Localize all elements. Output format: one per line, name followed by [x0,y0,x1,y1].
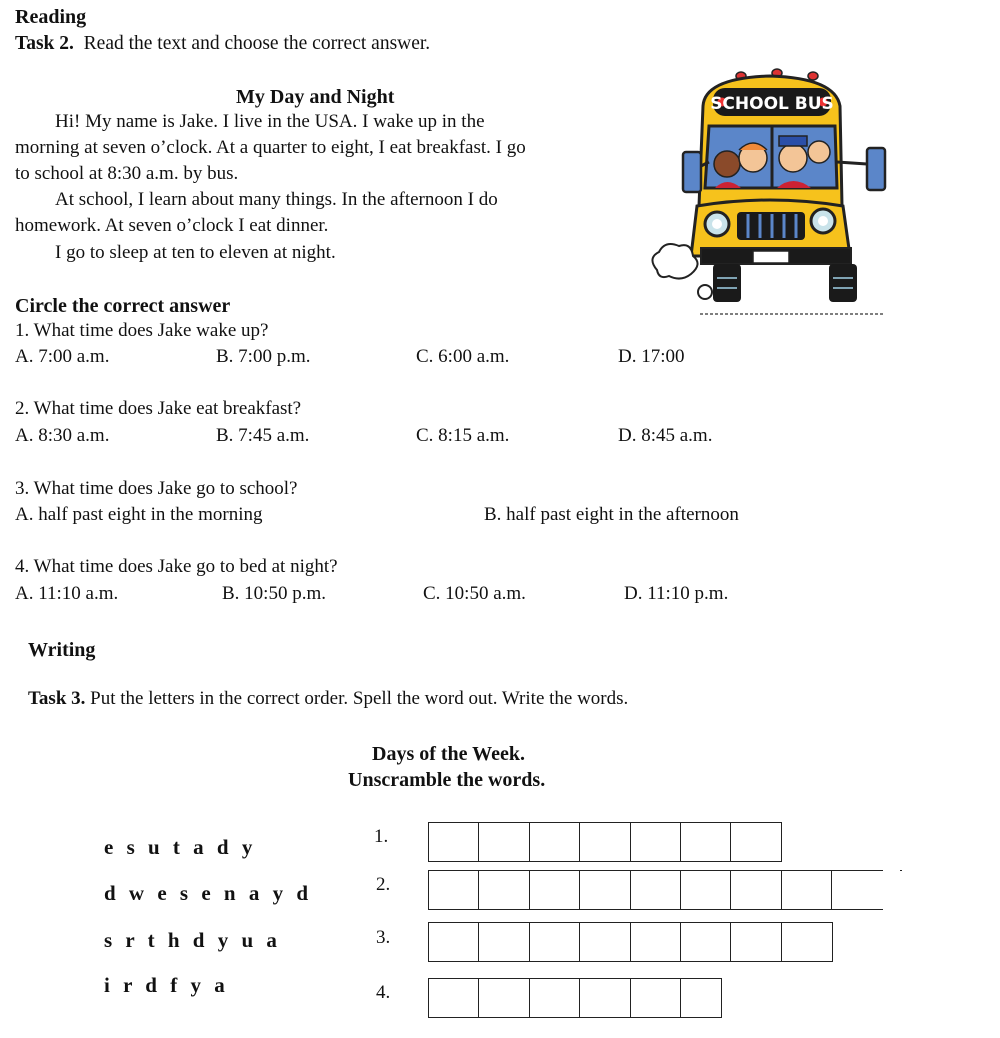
letter-box[interactable] [630,870,682,910]
writing-section-title: Writing [28,639,96,661]
q4-option-b[interactable]: B. 10:50 p.m. [222,583,326,604]
story-line-1: Hi! My name is Jake. I live in the USA. I wake up in the [55,111,485,132]
letter-box[interactable] [730,922,782,962]
q1-option-a[interactable]: A. 7:00 a.m. [15,346,110,367]
letter-box[interactable] [428,822,480,862]
task2-label: Task 2. [15,33,74,54]
school-bus-illustration [645,66,895,324]
scrambled-word-1: e s u t a d y [104,835,257,859]
answer-boxes-1 [428,822,781,862]
q3-option-b[interactable]: B. half past eight in the afternoon [484,504,739,525]
letter-box[interactable] [680,870,732,910]
q3-option-a[interactable]: A. half past eight in the morning [15,504,263,525]
letter-box[interactable] [630,822,682,862]
letter-box[interactable] [831,870,883,910]
story-line-6: I go to sleep at ten to eleven at night. [55,242,336,263]
answer-number-4: 4. [376,982,391,1003]
question-2: 2. What time does Jake eat breakfast? [15,398,302,419]
story-title: My Day and Night [236,86,395,108]
letter-box[interactable] [630,978,682,1018]
q1-option-d[interactable]: D. 17:00 [618,346,685,367]
letter-box[interactable] [428,922,480,962]
question-1: 1. What time does Jake wake up? [15,320,269,341]
letter-box[interactable] [478,922,530,962]
q4-option-d[interactable]: D. 11:10 p.m. [624,583,729,604]
answer-number-2: 2. [376,874,391,895]
q4-option-a[interactable]: A. 11:10 a.m. [15,583,119,604]
letter-box[interactable] [478,822,530,862]
letter-box[interactable] [478,978,530,1018]
story-line-3: to school at 8:30 a.m. by bus. [15,163,239,184]
letter-box[interactable] [579,870,631,910]
answer-number-1: 1. [374,826,389,847]
task2-instruction [15,32,430,55]
question-4: 4. What time does Jake go to bed at night? [15,556,338,577]
letter-box[interactable] [730,870,782,910]
q4-option-c[interactable]: C. 10:50 a.m. [423,583,526,604]
letter-box[interactable] [781,922,833,962]
box-edge [900,870,902,871]
letter-box[interactable] [478,870,530,910]
bus-sign-text: SCHOOL BUS [710,94,834,114]
letter-box[interactable] [579,922,631,962]
task3-text: Put the letters in the correct order. Spell the word out. Write the words. [90,688,629,709]
letter-box[interactable] [428,870,480,910]
q2-option-b[interactable]: B. 7:45 a.m. [216,425,310,446]
letter-box[interactable] [730,822,782,862]
answer-boxes-4 [428,978,720,1018]
q1-option-b[interactable]: B. 7:00 p.m. [216,346,311,367]
scrambled-word-2: d w e s e n a y d [104,881,313,905]
days-heading: Days of the Week. [372,743,525,765]
q2-option-c[interactable]: C. 8:15 a.m. [416,425,510,446]
letter-box[interactable] [529,978,581,1018]
letter-box[interactable] [529,870,581,910]
circle-answer-instruction: Circle the correct answer [15,295,231,317]
letter-box[interactable] [680,822,732,862]
letter-box[interactable] [529,922,581,962]
letter-box[interactable] [428,978,480,1018]
letter-box[interactable] [680,978,722,1018]
answer-number-3: 3. [376,927,391,948]
answer-boxes-2 [428,870,882,910]
letter-box[interactable] [680,922,732,962]
question-3: 3. What time does Jake go to school? [15,478,298,499]
letter-box[interactable] [529,822,581,862]
answer-boxes-3 [428,922,831,962]
letter-box[interactable] [579,978,631,1018]
unscramble-heading: Unscramble the words. [348,769,546,791]
q1-option-c[interactable]: C. 6:00 a.m. [416,346,510,367]
letter-box[interactable] [781,870,833,910]
scrambled-word-4: i r d f y a [104,973,229,997]
task2-text: Read the text and choose the correct answer. [83,33,431,54]
letter-box[interactable] [630,922,682,962]
reading-section-title: Reading [15,6,87,28]
story-line-2: morning at seven o’clock. At a quarter to eight, I eat breakfast. I go [15,137,526,158]
q2-option-a[interactable]: A. 8:30 a.m. [15,425,110,446]
q2-option-d[interactable]: D. 8:45 a.m. [618,425,713,446]
story-line-4: At school, I learn about many things. In the afternoon I do [55,189,498,210]
task3-label: Task 3. [28,688,86,709]
letter-box[interactable] [579,822,631,862]
task3-instruction [28,688,628,711]
scrambled-word-3: s r t h d y u a [104,928,281,952]
story-line-5: homework. At seven o’clock I eat dinner. [15,215,329,236]
